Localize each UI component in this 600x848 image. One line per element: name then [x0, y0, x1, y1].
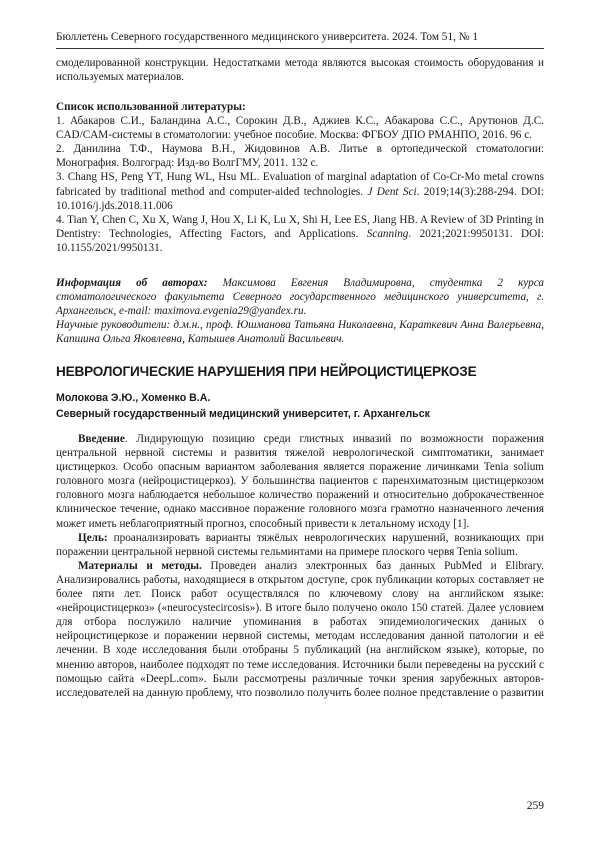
reference-text: . 2021;2021:9950131. DOI: 10.1155/2021/9950131. [56, 227, 544, 254]
journal-name: Scanning [366, 227, 409, 240]
aim-paragraph [56, 531, 544, 559]
section-label: Материалы и методы. [78, 559, 202, 572]
references-section [56, 100, 544, 255]
reference-text: . 2019;14(3):288-294. DOI: 10.1016/j.jds.2018.11.006 [56, 185, 544, 212]
article-affiliation: Северный государственный медицинский университет, г. Архангельск [56, 408, 430, 420]
reference-text: 4. Tian Y, Chen C, Xu X, Wang J, Hou X, Li K, Lu X, Shi H, Lee ES, Jiang HB. A Review of 3D Printing in Dentistry: Technologies, Affecting Factors, and Applications. [56, 213, 544, 240]
article-authors: Молокова Э.Ю., Хоменко В.А. [56, 392, 211, 404]
paragraph-text: проанализировать варианты тяжёлых неврологических нарушений, возникающих при поражении центральной нервной системы гельминтами на примере плоского червя Tenia solium. [56, 531, 544, 558]
author-info-paragraph [56, 276, 544, 318]
header-divider [56, 48, 544, 49]
journal-name: J Dent Sci [367, 185, 417, 198]
references-heading: Список использованной литературы: [56, 101, 246, 113]
section-label: Цель: [78, 531, 108, 544]
reference-text: 3. Chang HS, Peng YT, Hung WL, Hsu ML. Evaluation of marginal adaptation of Co-Cr-Mo metal crowns fabricated by traditional method and computer-aided technologies. [56, 171, 544, 198]
reference-item: 1. Абакаров С.И., Баландина А.С., Сорокин Д.В., Аджиев К.С., Абакарова С.С., Арутюнов Д.С. CAD/CAM-системы в стоматологии: учебное пособие. Москва: ФГБОУ ДПО РМАНПО, 2016. 96 с. [56, 115, 544, 142]
page-number: 259 [526, 800, 544, 812]
paragraph-text: Проведен анализ электронных баз данных PubMed и Elibrary. Анализировались работы, находящиеся в открытом доступе, срок публикации которых составляет не более пяти лет. Поиск работ осуществлялся по ключевому слову на английском языке: «нейроцистицеркоз» («neurocystecircosis»). В итоге было получено около 150 статей. Далее условием для отбора послужило наличие упоминания в работах эпидемиологических данных о нейроцистицеркозе и поражении нервной системы, методам исследования данной патологии и её лечении. В ходе исследования были отобраны 5 публикаций (на английском языке), которые, по мнению авторов, наиболее подходят по теме исследования. Источники были переведены на русский с помощью сайта «DeepL.com». Были рассмотрены различные точки зрения зарубежных авторов-исследователей на данную проблему, что позволило получить более полное представление о развитии [56, 559, 544, 699]
running-head: Бюллетень Северного государственного медицинского университета. 2024. Том 51, № 1 [56, 31, 478, 43]
continued-paragraph-text: смоделированной конструкции. Недостатками метода являются высокая стоимость оборудования и используемых материалов. [56, 57, 544, 84]
author-info-text: Максимова Евгения Владимировна, студентка 2 курса стоматологического факультета Северного государственного медицинского университета, г. Архангельск, e-mail: maximova.evgenia29@yandex.ru. [56, 277, 544, 318]
author-info-label: Информация об авторах: [56, 277, 208, 289]
introduction-paragraph [56, 432, 544, 531]
author-information [56, 276, 544, 346]
continued-paragraph [56, 56, 544, 84]
article-body [56, 432, 544, 700]
paragraph-text: . Лидирующую позицию среди глистных инвазий по возможности поражения центральной нервной системы и развития тяжелой неврологической симптоматики, занимает цистицеркоз. Особо опасным вариантом заболевания является поражение личинками Tenia solium головного мозга (нейроцистицеркоз). У большинства пациентов с паренхиматозным цистицеркозом головного мозга наблюдается небольшое количество поражений и относительно доброкачественное клиническое течение, однако массивное поражение головного мозга грамотно назначенного лечения может иметь неблагоприятный прогноз, способный привести к летальному исходу [1]. [56, 433, 544, 530]
article-title: НЕВРОЛОГИЧЕСКИЕ НАРУШЕНИЯ ПРИ НЕЙРОЦИСТИЦЕРКОЗЕ [56, 364, 477, 379]
reference-item: 2. Данилина Т.Ф., Наумова В.Н., Жидовинов А.В. Литье в ортопедической стоматологии: Монография. Волгоград: Изд-во ВолгГМУ, 2011. 132 с. [56, 143, 544, 170]
reference-item [56, 170, 544, 212]
reference-item [56, 213, 544, 255]
methods-paragraph [56, 559, 544, 700]
section-label: Введение [78, 433, 125, 445]
supervisors-text: Научные руководители: д.м.н., проф. Юшманова Татьяна Николаевна, Караткевич Анна Валерьевна, Капшина Ольга Яковлевна, Катышев Анатолий Васильевич. [56, 319, 544, 346]
